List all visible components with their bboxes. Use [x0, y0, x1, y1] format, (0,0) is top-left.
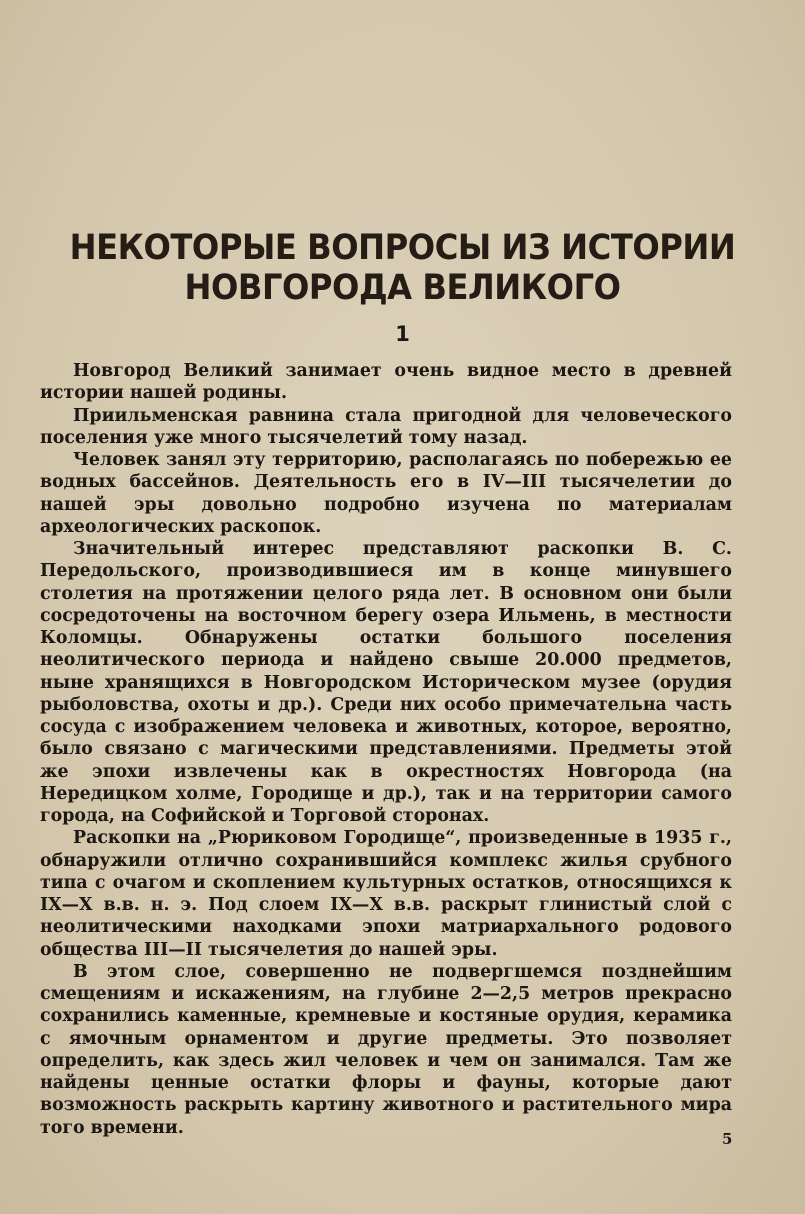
chapter-title-line-2: НОВГОРОДА ВЕЛИКОГО — [184, 268, 621, 308]
paragraph: Приильменская равнина стала пригодной для человеческого поселения уже много тысячелетий тому назад. — [40, 405, 732, 448]
body-text — [40, 360, 732, 1139]
section-number: 1 — [395, 322, 410, 346]
paragraph: Человек занял эту территорию, располагаясь по побережью ее водных бассейнов. Деятельность его в IV—III тысячелетии до нашей эры довольно подробно изучена по материалам археологических раскопок. — [40, 450, 732, 537]
chapter-title-line-1: НЕКОТОРЫЕ ВОПРОСЫ ИЗ ИСТОРИИ — [69, 228, 736, 268]
page-number: 5 — [722, 1130, 733, 1148]
paragraph: Значительный интерес представляют раскопки В. С. Передольского, производившиеся им в конце минувшего столетия на протяжении целого ряда лет. В основном они были сосредоточены на восточном берегу озера Ильмень, в местности Коломцы. Обнаружены остатки большого поселения неолитического периода и найдено свыше 20.000 предметов, ныне хранящихся в Новгородском Историческом музее (орудия рыболовства, охоты и др.). Среди них особо примечательна часть сосуда с изображением человека и животных, которое, вероятно, было связано с магическими представлениями. Предметы этой же эпохи извлечены как в окрестностях Новгорода (на Нередицком холме, Городище и др.), так и на территории самого города, на Софийской и Торговой сторонах. — [40, 539, 732, 826]
paragraph: Раскопки на „Рюриковом Городище“, произведенные в 1935 г., обнаружили отлично сохранившийся комплекс жилья срубного типа с очагом и скоплением культурных остатков, относящихся к IX—X в.в. н. э. Под слоем IX—X в.в. раскрыт глинистый слой с неолитическими находками эпохи матриархального родового общества III—II тысячелетия до нашей эры. — [40, 828, 732, 960]
paragraph: В этом слое, совершенно не подвергшемся позднейшим смещениям и искажениям, на глубине 2—2,5 метров прекрасно сохранились каменные, кремневые и костяные орудия, керамика с ямочным орнаментом и другие предметы. Это позволяет определить, как здесь жил человек и чем он занимался. Там же найдены ценные остатки флоры и фауны, которые дают возможность раскрыть картину животного и растительного мира того времени. — [40, 961, 732, 1138]
paragraph: Новгород Великий занимает очень видное место в древней истории нашей родины. — [40, 361, 732, 404]
